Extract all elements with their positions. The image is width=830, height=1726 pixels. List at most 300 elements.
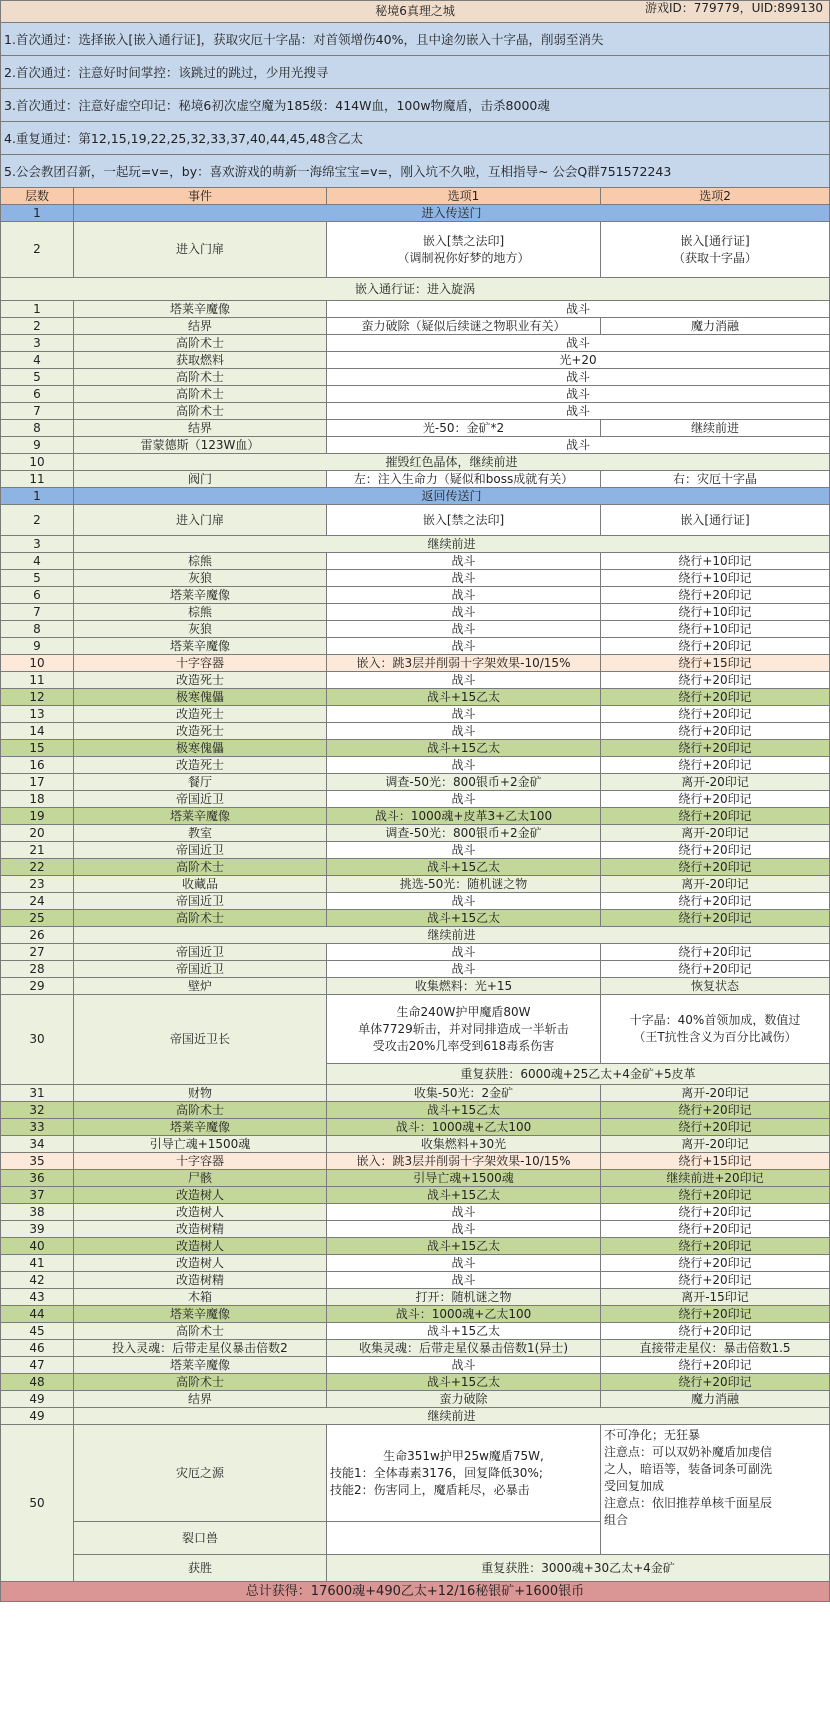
- floor-event: 改造树人: [74, 1204, 327, 1221]
- floor-number: 43: [1, 1289, 74, 1306]
- floor-number: 17: [1, 774, 74, 791]
- note-5: 5.公会教团召新，一起玩=v=，by：喜欢游戏的萌新一海绵宝宝=v=，刚入坑不久啦，互相指导~ 公会Q群751572243: [1, 155, 830, 188]
- floor-option2: 绕行+20印记: [601, 961, 830, 978]
- floor-option1: 战斗+15乙太: [327, 740, 601, 757]
- floor-event: 教室: [74, 825, 327, 842]
- door-row-2: [1, 505, 830, 536]
- floor-row: [1, 403, 830, 420]
- floor-number: 3: [1, 536, 74, 553]
- floor-option2: 绕行+20印记: [601, 910, 830, 927]
- floor-option1: 战斗: [327, 757, 601, 774]
- floor-number: 6: [1, 587, 74, 604]
- floor-event: 改造树精: [74, 1272, 327, 1289]
- floor-option1: 战斗: [327, 961, 601, 978]
- floor-option1: 战斗: [327, 723, 601, 740]
- floor-option1: 引导亡魂+1500魂: [327, 1170, 601, 1187]
- floor-number: 12: [1, 689, 74, 706]
- floor-event: 塔莱辛魔像: [74, 587, 327, 604]
- floor-event: 塔莱辛魔像: [74, 1306, 327, 1323]
- floor-option1: 战斗+15乙太: [327, 1187, 601, 1204]
- boss-50-win-row: [1, 1555, 830, 1582]
- floor-option2: 绕行+20印记: [601, 1323, 830, 1340]
- floor-number: 3: [1, 335, 74, 352]
- floor-number: 20: [1, 825, 74, 842]
- floor-row: [1, 301, 830, 318]
- floor-option1: 战斗: [327, 437, 830, 454]
- floor-number: 24: [1, 893, 74, 910]
- floor-row: [1, 689, 830, 706]
- floor-option2: 绕行+20印记: [601, 1374, 830, 1391]
- floor-option1: 战斗: [327, 335, 830, 352]
- floor-event: 改造树人: [74, 1255, 327, 1272]
- floor-row: [1, 1102, 830, 1119]
- floor-event: 十字容器: [74, 655, 327, 672]
- floor-number: 11: [1, 672, 74, 689]
- floor-option1: 战斗+15乙太: [327, 689, 601, 706]
- total-row: [1, 1582, 830, 1602]
- floor-option1: 光+20: [327, 352, 830, 369]
- floor-event: 灰狼: [74, 621, 327, 638]
- floor-row: [1, 638, 830, 655]
- floor-row: [1, 842, 830, 859]
- col-option2: 选项2: [601, 188, 830, 205]
- floor-option1: 战斗+15乙太: [327, 1374, 601, 1391]
- floor-option1: 战斗: [327, 944, 601, 961]
- band-row: [1, 278, 830, 301]
- floor-option2: 离开-20印记: [601, 774, 830, 791]
- continue-label: 继续前进: [74, 536, 830, 553]
- floor-option1: 战斗: [327, 1357, 601, 1374]
- floor-row: [1, 553, 830, 570]
- boss-50-stat-line1: 生命351w护甲25w魔盾75W,: [383, 1448, 544, 1463]
- floor-event: 改造树人: [74, 1238, 327, 1255]
- floor-option2: 绕行+10印记: [601, 604, 830, 621]
- page-title: 秘境6真理之城: [375, 4, 455, 18]
- boss-30-note: [601, 995, 830, 1064]
- floor-event: 塔莱辛魔像: [74, 1119, 327, 1136]
- floor-number: 49: [1, 1391, 74, 1408]
- floor-row: [1, 961, 830, 978]
- floor-option2: 绕行+20印记: [601, 740, 830, 757]
- boss-30-stat-line2: 单体7729斩击，并对同排造成一半斩击: [358, 1021, 569, 1036]
- floor-number: 45: [1, 1323, 74, 1340]
- floor-option1: 战斗+15乙太: [327, 1102, 601, 1119]
- floor-number: 30: [1, 995, 74, 1085]
- floor-event: 引导亡魂+1500魂: [74, 1136, 327, 1153]
- floor-option1: 战斗: [327, 791, 601, 808]
- floor-row: [1, 1204, 830, 1221]
- floor-option1: 战斗: [327, 621, 601, 638]
- floor-event: 十字容器: [74, 1153, 327, 1170]
- boss-50-stats: [327, 1425, 601, 1522]
- floor-row: [1, 774, 830, 791]
- floor-number: 34: [1, 1136, 74, 1153]
- floor-option1: 收集燃料+30光: [327, 1136, 601, 1153]
- floor-row: [1, 1221, 830, 1238]
- floor-option1: 战斗: [327, 638, 601, 655]
- floor-event: 餐厅: [74, 774, 327, 791]
- floor-option1: 战斗: [327, 604, 601, 621]
- floor-number: 2: [1, 318, 74, 335]
- floor-event: 雷蒙德斯（123W血）: [74, 437, 327, 454]
- note-3: 3.首次通过：注意好虚空印记：秘境6初次虚空魔为185级：414W血，100w物魔盾，击杀8000魂: [1, 89, 830, 122]
- door-option2-line1: 嵌入[通行证]: [680, 233, 750, 248]
- floor-number: 7: [1, 403, 74, 420]
- continue-row: [1, 927, 830, 944]
- floor-number: 42: [1, 1272, 74, 1289]
- floor-option1: 收集-50光：2金矿: [327, 1085, 601, 1102]
- door-option2-line2: （获取十字晶）: [673, 250, 758, 265]
- floor-option1: 战斗: [327, 386, 830, 403]
- floor-number: 22: [1, 859, 74, 876]
- floor-event: 木箱: [74, 1289, 327, 1306]
- floor-event: 帝国近卫: [74, 893, 327, 910]
- floor-option1: 战斗：1000魂+乙太100: [327, 1119, 601, 1136]
- floor-option2: 绕行+20印记: [601, 757, 830, 774]
- boss-30-stat-line3: 受攻击20%几率受到618毒系伤害: [372, 1038, 555, 1053]
- boss-30-note-line1: 十字晶：40%首领加成，数值过: [629, 1013, 801, 1027]
- floor-event: 改造死士: [74, 672, 327, 689]
- floor-row: [1, 454, 830, 471]
- floor-event: 高阶术士: [74, 369, 327, 386]
- floor-option2: 绕行+20印记: [601, 1272, 830, 1289]
- floor-option1: 战斗: [327, 570, 601, 587]
- door-event: 进入门扉: [74, 505, 327, 536]
- floor-row: [1, 1238, 830, 1255]
- floor-number: 13: [1, 706, 74, 723]
- floor-row: [1, 335, 830, 352]
- floor-event: 塔莱辛魔像: [74, 301, 327, 318]
- col-event: 事件: [74, 188, 327, 205]
- floor-option2: 离开-20印记: [601, 1085, 830, 1102]
- floor-option1: 战斗+15乙太: [327, 910, 601, 927]
- floor-number: 40: [1, 1238, 74, 1255]
- floor-option2: 继续前进+20印记: [601, 1170, 830, 1187]
- floor-row: [1, 1119, 830, 1136]
- floor-number: 1: [1, 301, 74, 318]
- floor-event: 财物: [74, 1085, 327, 1102]
- boss-50-sub-name: 裂口兽: [74, 1522, 327, 1555]
- floor-option1: 蛮力破除（疑似后续谜之物职业有关）: [327, 318, 601, 335]
- floor-event: 收藏品: [74, 876, 327, 893]
- floor-row: [1, 808, 830, 825]
- floor-number: 37: [1, 1187, 74, 1204]
- floor-number: 6: [1, 386, 74, 403]
- boss-30-reward: 重复获胜：6000魂+25乙太+4金矿+5皮革: [327, 1064, 830, 1085]
- floor-row: [1, 570, 830, 587]
- floor-option1: 战斗: [327, 893, 601, 910]
- note-row: [1, 122, 830, 155]
- floor-event: 结界: [74, 318, 327, 335]
- floor-option2: 绕行+20印记: [601, 893, 830, 910]
- floor-event: 高阶术士: [74, 859, 327, 876]
- floor-option2: 绕行+20印记: [601, 587, 830, 604]
- col-floor: 层数: [1, 188, 74, 205]
- floor-option2: 绕行+20印记: [601, 859, 830, 876]
- door-option1-line1: 嵌入[禁之法印]: [422, 233, 505, 248]
- floor-option2: 绕行+20印记: [601, 1119, 830, 1136]
- boss-30-stat-line1: 生命240W护甲魔盾80W: [396, 1004, 531, 1019]
- floor-number: 28: [1, 961, 74, 978]
- floor-event: 高阶术士: [74, 910, 327, 927]
- note-row: [1, 56, 830, 89]
- floor-option2: 绕行+20印记: [601, 638, 830, 655]
- floor-number: 19: [1, 808, 74, 825]
- floor-row: [1, 1255, 830, 1272]
- floor-option1: 战斗: [327, 403, 830, 420]
- floor-option1: 战斗+15乙太: [327, 1323, 601, 1340]
- note-row: [1, 155, 830, 188]
- note-row: [1, 23, 830, 56]
- floor-number: 49: [1, 1408, 74, 1425]
- floor-event: 改造死士: [74, 723, 327, 740]
- floor-event: 塔莱辛魔像: [74, 638, 327, 655]
- boss-50-stat-line2: 技能1：全体毒素3176，回复降低30%;: [330, 1465, 543, 1480]
- floor-option2: 直接带走星仪：暴击倍数1.5: [601, 1340, 830, 1357]
- boss-50-win-label: 获胜: [74, 1555, 327, 1582]
- floor-event: 帝国近卫: [74, 961, 327, 978]
- floor-number: 18: [1, 791, 74, 808]
- floor-option1: 调查-50光：800银币+2金矿: [327, 774, 601, 791]
- total-summary: 总计获得：17600魂+490乙太+12/16秘银矿+1600银币: [1, 1582, 830, 1602]
- floor-number: 38: [1, 1204, 74, 1221]
- floor-event: 高阶术士: [74, 386, 327, 403]
- floor-option1: 打开：随机谜之物: [327, 1289, 601, 1306]
- floor-number: 23: [1, 876, 74, 893]
- floor-number: 31: [1, 1085, 74, 1102]
- floor-option1: 挑选-50光：随机谜之物: [327, 876, 601, 893]
- floor-event: 高阶术士: [74, 1374, 327, 1391]
- floor-option2: 离开-20印记: [601, 876, 830, 893]
- floor-row: [1, 318, 830, 335]
- floor-option1: 战斗: [327, 1255, 601, 1272]
- floor-option1: 战斗：1000魂+皮革3+乙太100: [327, 808, 601, 825]
- boss-30-stats: [327, 995, 601, 1064]
- floor-option2: 绕行+20印记: [601, 808, 830, 825]
- floor-number: 8: [1, 420, 74, 437]
- boss-50-row: [1, 1425, 830, 1522]
- floor-row: [1, 757, 830, 774]
- floor-number: 47: [1, 1357, 74, 1374]
- floor-event: 极寒傀儡: [74, 689, 327, 706]
- floor-option1: 战斗: [327, 1221, 601, 1238]
- game-id: 游戏ID：779779，UID:899130: [645, 1, 824, 15]
- floor-row: [1, 604, 830, 621]
- floor-row: [1, 1153, 830, 1170]
- floor-number: 2: [1, 505, 74, 536]
- floor-row: [1, 1272, 830, 1289]
- floor-event: 灰狼: [74, 570, 327, 587]
- floor-option2: 离开-20印记: [601, 825, 830, 842]
- boss-50-note-line1: 不可净化；无狂暴: [604, 1428, 701, 1442]
- continue-label: 继续前进: [74, 927, 830, 944]
- floor-number: 44: [1, 1306, 74, 1323]
- floor-option2: 绕行+15印记: [601, 1153, 830, 1170]
- floor-event: 尸骸: [74, 1170, 327, 1187]
- door-option2: 嵌入[通行证]: [601, 505, 830, 536]
- floor-option1: 嵌入：跳3层并削弱十字架效果-10/15%: [327, 655, 601, 672]
- floor-row: [1, 740, 830, 757]
- floor-row: [1, 655, 830, 672]
- floor-row: [1, 825, 830, 842]
- floor-number: 1: [1, 205, 74, 222]
- floor-number: 2: [1, 222, 74, 278]
- boss-50-name: 灾厄之源: [74, 1425, 327, 1522]
- floor-event: 高阶术士: [74, 335, 327, 352]
- note-2: 2.首次通过：注意好时间掌控：该跳过的跳过，少用光搜寻: [1, 56, 830, 89]
- floor-event: 帝国近卫: [74, 791, 327, 808]
- floor-option1: 光-50：金矿*2: [327, 420, 601, 437]
- floor-number: 4: [1, 553, 74, 570]
- floor-number: 10: [1, 655, 74, 672]
- floor-option2: 绕行+20印记: [601, 842, 830, 859]
- floor-option1: 战斗+15乙太: [327, 1238, 601, 1255]
- floor-row: [1, 1187, 830, 1204]
- floor-number: 46: [1, 1340, 74, 1357]
- floor-option2: 绕行+20印记: [601, 672, 830, 689]
- floor-row: [1, 1374, 830, 1391]
- floor-option2: 离开-20印记: [601, 1136, 830, 1153]
- floor-option2: 恢复状态: [601, 978, 830, 995]
- floor-option2: 绕行+20印记: [601, 1238, 830, 1255]
- enter-portal-row: [1, 205, 830, 222]
- floor-number: 32: [1, 1102, 74, 1119]
- floor-option1: 战斗: [327, 706, 601, 723]
- floor-row: [1, 352, 830, 369]
- vortex-band: 嵌入通行证：进入旋涡: [1, 278, 830, 301]
- floor-number: 26: [1, 927, 74, 944]
- column-header-row: [1, 188, 830, 205]
- floor-option2: 绕行+20印记: [601, 791, 830, 808]
- floor-option1: 嵌入：跳3层并削弱十字架效果-10/15%: [327, 1153, 601, 1170]
- floor-event: 高阶术士: [74, 1102, 327, 1119]
- boss-30-note-line2: （王T抗性含义为百分比减伤）: [633, 1030, 797, 1044]
- door-row: [1, 222, 830, 278]
- floor-number: 7: [1, 604, 74, 621]
- floor-option1: 战斗: [327, 1204, 601, 1221]
- floor-number: 4: [1, 352, 74, 369]
- continue-row: [1, 1408, 830, 1425]
- floor-row: [1, 910, 830, 927]
- floor-number: 5: [1, 570, 74, 587]
- floor-option1: 左：注入生命力（疑似和boss成就有关）: [327, 471, 601, 488]
- floor-option2: 绕行+20印记: [601, 1255, 830, 1272]
- floor-option1: 战斗: [327, 553, 601, 570]
- floor-event: 摧毁红色晶体，继续前进: [74, 454, 830, 471]
- floor-event: 高阶术士: [74, 1323, 327, 1340]
- floor-option1: 战斗+15乙太: [327, 859, 601, 876]
- boss-50-win-reward: 重复获胜：3000魂+30乙太+4金矿: [327, 1555, 830, 1582]
- floor-number: 15: [1, 740, 74, 757]
- continue-label: 继续前进: [74, 1408, 830, 1425]
- floor-option2: 绕行+20印记: [601, 1221, 830, 1238]
- door-event: 进入门扉: [74, 222, 327, 278]
- floor-row: [1, 420, 830, 437]
- floor-row: [1, 587, 830, 604]
- door-option1: 嵌入[禁之法印]: [327, 505, 601, 536]
- floor-option2: 绕行+20印记: [601, 944, 830, 961]
- door-option1: [327, 222, 601, 278]
- floor-event: 塔莱辛魔像: [74, 1357, 327, 1374]
- floor-row: [1, 1289, 830, 1306]
- floor-option2: 绕行+10印记: [601, 621, 830, 638]
- floor-event: 获取燃料: [74, 352, 327, 369]
- floor-row: [1, 437, 830, 454]
- boss-50-notes: [601, 1425, 830, 1555]
- return-portal-label: 返回传送门: [74, 488, 830, 505]
- col-option1: 选项1: [327, 188, 601, 205]
- floor-event: 棕熊: [74, 553, 327, 570]
- floor-number: 35: [1, 1153, 74, 1170]
- floor-option2: 绕行+20印记: [601, 706, 830, 723]
- floor-event: 帝国近卫: [74, 842, 327, 859]
- floor-option2: 绕行+10印记: [601, 570, 830, 587]
- door-option2: [601, 222, 830, 278]
- floor-row: [1, 1357, 830, 1374]
- floor-event: 阀门: [74, 471, 327, 488]
- floor-number: 14: [1, 723, 74, 740]
- floor-event: 高阶术士: [74, 403, 327, 420]
- header-row: [1, 1, 830, 23]
- boss-50-note-line6: 组合: [604, 1513, 629, 1527]
- floor-number: 33: [1, 1119, 74, 1136]
- floor-event: 塔莱辛魔像: [74, 808, 327, 825]
- floor-number: 36: [1, 1170, 74, 1187]
- floor-event: 改造死士: [74, 757, 327, 774]
- floor-row: [1, 1136, 830, 1153]
- floor-row: [1, 672, 830, 689]
- floor-event: 棕熊: [74, 604, 327, 621]
- floor-option1: 战斗: [327, 1272, 601, 1289]
- boss-50-sub-stats: [327, 1522, 601, 1555]
- floor-number: 39: [1, 1221, 74, 1238]
- note-row: [1, 89, 830, 122]
- note-4: 4.重复通过：第12,15,19,22,25,32,33,37,40,44,45,48含乙太: [1, 122, 830, 155]
- floor-number: 9: [1, 437, 74, 454]
- floor-event: 结界: [74, 1391, 327, 1408]
- boss-50-stat-line3: 技能2：伤害同上，魔盾耗尽，必暴击: [330, 1482, 530, 1497]
- floor-option2: 右：灾厄十字晶: [601, 471, 830, 488]
- boss-50-note-line5: 注意点：依旧推荐单核千面星辰: [604, 1496, 773, 1510]
- floor-option2: 绕行+10印记: [601, 553, 830, 570]
- floor-option2: 离开-15印记: [601, 1289, 830, 1306]
- boss-50-note-line4: 受回复加成: [604, 1479, 665, 1493]
- floor-row: [1, 944, 830, 961]
- floor-option2: 绕行+20印记: [601, 1357, 830, 1374]
- boss-50-note-line2: 注意点：可以双奶补魔盾加虔信: [604, 1445, 773, 1459]
- floor-option2: 绕行+20印记: [601, 1102, 830, 1119]
- floor-row: [1, 791, 830, 808]
- floor-option2: 绕行+20印记: [601, 1204, 830, 1221]
- floor-event: 投入灵魂：后带走星仪暴击倍数2: [74, 1340, 327, 1357]
- enter-portal-label: 进入传送门: [74, 205, 830, 222]
- boss-30-row: [1, 995, 830, 1064]
- floor-number: 11: [1, 471, 74, 488]
- floor-number: 9: [1, 638, 74, 655]
- floor-row: [1, 876, 830, 893]
- floor-option2: 魔力消融: [601, 1391, 830, 1408]
- floor-option1: 收集燃料：光+15: [327, 978, 601, 995]
- floor-option1: 战斗: [327, 842, 601, 859]
- continue-row: [1, 536, 830, 553]
- boss-50-note-line3: 之人，暗语等，装备词条可副洗: [604, 1462, 773, 1476]
- return-portal-row: [1, 488, 830, 505]
- floor-option1: 战斗: [327, 672, 601, 689]
- floor-row: [1, 1085, 830, 1102]
- floor-row: [1, 386, 830, 403]
- floor-event: 极寒傀儡: [74, 740, 327, 757]
- floor-row: [1, 859, 830, 876]
